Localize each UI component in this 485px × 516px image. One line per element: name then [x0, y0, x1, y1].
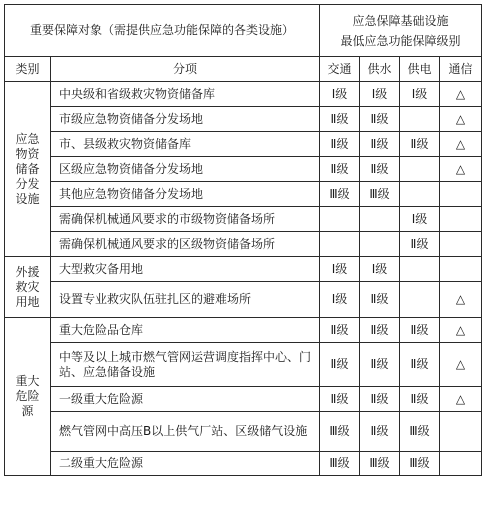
power-level-cell [400, 157, 440, 182]
item-cell: 中等及以上城市燃气管网运营调度指挥中心、门站、应急储备设施 [51, 343, 320, 387]
traffic-level-cell: Ⅰ级 [320, 282, 360, 318]
item-cell: 市、县级救灾物资储备库 [51, 132, 320, 157]
power-level-cell: Ⅱ级 [400, 232, 440, 257]
power-level-cell: Ⅰ级 [400, 82, 440, 107]
item-cell: 需确保机械通风要求的市级物资储备场所 [51, 207, 320, 232]
table-row [5, 82, 482, 107]
category-cell [5, 82, 51, 257]
communication-level-cell [440, 232, 482, 257]
power-level-cell: Ⅱ级 [400, 132, 440, 157]
table-row [5, 318, 482, 343]
protection-level-table [4, 4, 482, 476]
power-level-cell: Ⅲ级 [400, 452, 440, 476]
water-level-cell: Ⅰ级 [360, 257, 400, 282]
category-label-line: 用地 [15, 294, 40, 309]
item-cell: 重大危险品仓库 [51, 318, 320, 343]
table-row [5, 232, 482, 257]
power-level-cell: Ⅰ级 [400, 207, 440, 232]
item-cell: 区级应急物资储备分发场地 [51, 157, 320, 182]
traffic-level-cell: Ⅱ级 [320, 107, 360, 132]
table-row [5, 182, 482, 207]
traffic-level-cell: Ⅱ级 [320, 157, 360, 182]
category-label-line: 储备 [15, 161, 40, 176]
item-cell: 其他应急物资储备分发场地 [51, 182, 320, 207]
table-row [5, 387, 482, 412]
category-cell [5, 257, 51, 318]
communication-level-cell: △ [440, 82, 482, 107]
column-water: 供水 [360, 57, 400, 82]
water-level-cell: Ⅱ级 [360, 132, 400, 157]
item-cell: 燃气管网中高压B以上供气厂站、区级储气设施 [51, 412, 320, 452]
category-label-line: 应急 [15, 131, 40, 146]
traffic-level-cell: Ⅲ级 [320, 182, 360, 207]
water-level-cell: Ⅱ级 [360, 157, 400, 182]
water-level-cell [360, 207, 400, 232]
water-level-cell: Ⅱ级 [360, 412, 400, 452]
communication-level-cell: △ [440, 107, 482, 132]
traffic-level-cell: Ⅲ级 [320, 412, 360, 452]
communication-level-cell [440, 452, 482, 476]
category-label-line: 源 [21, 404, 34, 418]
traffic-level-cell: Ⅱ级 [320, 343, 360, 387]
communication-level-cell [440, 182, 482, 207]
power-level-cell: Ⅱ级 [400, 318, 440, 343]
table-row [5, 157, 482, 182]
category-label-line: 救灾 [15, 279, 40, 294]
table-row [5, 282, 482, 318]
traffic-level-cell [320, 207, 360, 232]
table-row [5, 257, 482, 282]
column-item: 分项 [51, 57, 320, 82]
column-communication: 通信 [440, 57, 482, 82]
traffic-level-cell: Ⅰ级 [320, 82, 360, 107]
power-level-cell [400, 257, 440, 282]
category-label-line: 重大 [15, 374, 40, 388]
communication-level-cell [440, 257, 482, 282]
column-category: 类别 [5, 57, 51, 82]
water-level-cell: Ⅰ级 [360, 82, 400, 107]
traffic-level-cell: Ⅱ级 [320, 318, 360, 343]
traffic-level-cell: Ⅱ级 [320, 132, 360, 157]
item-cell: 需确保机械通风要求的区级物资储备场所 [51, 232, 320, 257]
traffic-level-cell: Ⅰ级 [320, 257, 360, 282]
power-level-cell: Ⅱ级 [400, 343, 440, 387]
communication-level-cell: △ [440, 318, 482, 343]
header-row-columns [5, 57, 482, 82]
communication-level-cell [440, 412, 482, 452]
header-row-top [5, 5, 482, 57]
communication-level-cell: △ [440, 282, 482, 318]
water-level-cell: Ⅱ级 [360, 107, 400, 132]
table-row [5, 132, 482, 157]
column-traffic: 交通 [320, 57, 360, 82]
category-label-line: 物资 [15, 146, 40, 161]
traffic-level-cell [320, 232, 360, 257]
water-level-cell: Ⅲ级 [360, 182, 400, 207]
category-label-line: 分发 [15, 176, 40, 191]
water-level-cell: Ⅱ级 [360, 387, 400, 412]
item-cell: 设置专业救灾队伍驻扎区的避难场所 [51, 282, 320, 318]
communication-level-cell [440, 207, 482, 232]
item-cell: 中央级和省级救灾物资储备库 [51, 82, 320, 107]
table-row [5, 207, 482, 232]
category-label-line: 设施 [15, 191, 40, 206]
traffic-level-cell: Ⅲ级 [320, 452, 360, 476]
communication-level-cell: △ [440, 387, 482, 412]
water-level-cell: Ⅲ级 [360, 452, 400, 476]
power-level-cell [400, 182, 440, 207]
category-label-line: 外援 [15, 264, 40, 279]
table-row [5, 452, 482, 476]
column-power: 供电 [400, 57, 440, 82]
item-cell: 市级应急物资储备分发场地 [51, 107, 320, 132]
category-label-line: 危险 [15, 389, 40, 403]
communication-level-cell: △ [440, 132, 482, 157]
water-level-cell: Ⅱ级 [360, 343, 400, 387]
communication-level-cell: △ [440, 157, 482, 182]
item-cell: 二级重大危险源 [51, 452, 320, 476]
table-row [5, 343, 482, 387]
header-min-level-title: 最低应急功能保障级别 [340, 33, 461, 48]
item-cell: 一级重大危险源 [51, 387, 320, 412]
power-level-cell: Ⅱ级 [400, 387, 440, 412]
power-level-cell: Ⅲ级 [400, 412, 440, 452]
communication-level-cell: △ [440, 343, 482, 387]
traffic-level-cell: Ⅱ级 [320, 387, 360, 412]
water-level-cell: Ⅱ级 [360, 282, 400, 318]
table-row [5, 107, 482, 132]
power-level-cell [400, 107, 440, 132]
header-protected-objects: 重要保障对象（需提供应急功能保障的各类设施） [5, 5, 320, 57]
table-row [5, 412, 482, 452]
water-level-cell: Ⅱ级 [360, 318, 400, 343]
header-infrastructure-level [320, 5, 482, 57]
header-infrastructure-title: 应急保障基础设施 [352, 13, 449, 28]
category-cell [5, 318, 51, 476]
item-cell: 大型救灾备用地 [51, 257, 320, 282]
water-level-cell [360, 232, 400, 257]
power-level-cell [400, 282, 440, 318]
